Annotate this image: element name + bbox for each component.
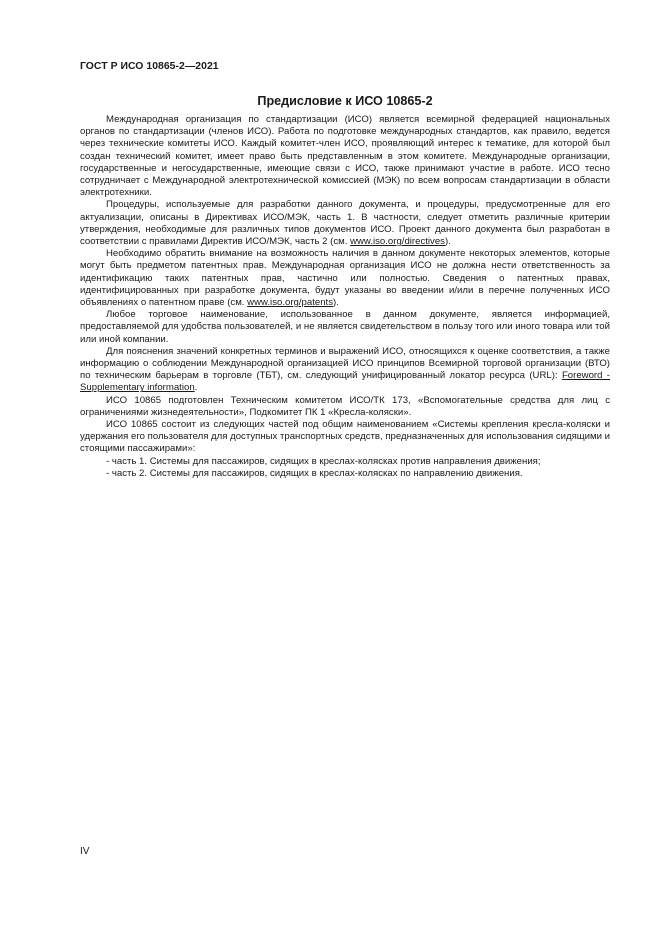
list-item-part-2: - часть 2. Системы для пассажиров, сидящих в креслах-колясках по направлению движения.	[106, 467, 523, 479]
patents-link[interactable]: www.iso.org/patents	[247, 297, 333, 309]
paragraph-committee: ИСО 10865 подготовлен Техническим комитетом ИСО/ТК 173, «Вспомогательные средства для лиц с ограничениями жизнедеятельности», Подкомитет ПК 1 «Кресла-коляски».	[80, 394, 610, 418]
paragraph-patents-end: ).	[333, 297, 339, 309]
page-number: IV	[80, 846, 90, 857]
paragraph-conformity-end: .	[194, 382, 198, 394]
paragraph-patents-text: Необходимо обратить внимание на возможность наличия в данном документе некоторых элементов, которые могут быть предметом патентных прав. Международная организация ИСО не должна нести ответственность за идентификацию таких патентных прав, частично или полностью. Сведения о патентных правах, идентифицированных при разработке документа, будут указаны во введении и/или в перечне полученных ИСО объявлениях о патентном праве (см.	[80, 248, 610, 309]
document-code-header: ГОСТ Р ИСО 10865-2—2021	[80, 61, 219, 72]
foreword-body	[80, 114, 610, 480]
paragraph-procedures-end: ).	[444, 236, 451, 248]
supplementary-info-link[interactable]: Foreword - Supplementary information	[80, 370, 610, 394]
paragraph-conformity	[80, 346, 610, 395]
list-item-part-1: - часть 1. Системы для пассажиров, сидящих в креслах-колясках против направления движения;	[106, 455, 541, 467]
paragraph-conformity-text: Для пояснения значений конкретных терминов и выражений ИСО, относящихся к оценке соответствия, а также информацию о соблюдении Международной организацией ИСО принципов Всемирной торговой организации (ВТО) по техническим барьерам в торговле (ТБТ), см. следующий унифицированный локатор ресурса (URL):	[80, 345, 610, 382]
paragraph-patents	[80, 248, 610, 309]
paragraph-procedures-text: Процедуры, используемые для разработки данного документа, и процедуры, предусмотренные для его актуализации, описаны в Директивах ИСО/МЭК, часть 1. В частности, следует отметить различные критерии утверждения, необходимые для различных типов документов ИСО. Проект данного документа был разработан в соответствии с правилами Директив ИСО/МЭК, часть 2 (см.	[80, 199, 610, 248]
directives-link[interactable]: www.iso.org/directives	[350, 236, 445, 248]
paragraph-procedures	[80, 199, 610, 248]
paragraph-iso-intro: Международная организация по стандартизации (ИСО) является всемирной федерацией национальных органов по стандартизации (членов ИСО). Работа по подготовке международных стандартов, как правило, ведется через технические комитеты ИСО. Каждый комитет-член ИСО, проявляющий интерес к тематике, для которой был создан технический комитет, имеет право быть представленным в этом комитете. Международные организации, государственные и негосударственные, имеющие связи с ИСО, также принимают участие в работе. ИСО тесно сотрудничает с Международной электротехнической комиссией (МЭК) по всем вопросам стандартизации в области электротехники.	[80, 114, 610, 199]
section-title: Предисловие к ИСО 10865-2	[257, 94, 433, 108]
paragraph-parts: ИСО 10865 состоит из следующих частей под общим наименованием «Системы крепления кресла-коляски и удержания его пользователя для доступных транспортных средств, предназначенных для использования сидящими и стоящими пассажирами»:	[80, 419, 611, 455]
paragraph-trade-names: Любое торговое наименование, использованное в данном документе, является информацией, предоставляемой для удобства пользователей, и не является свидетельством в пользу того или иного товара или той или иной компании.	[80, 309, 610, 345]
